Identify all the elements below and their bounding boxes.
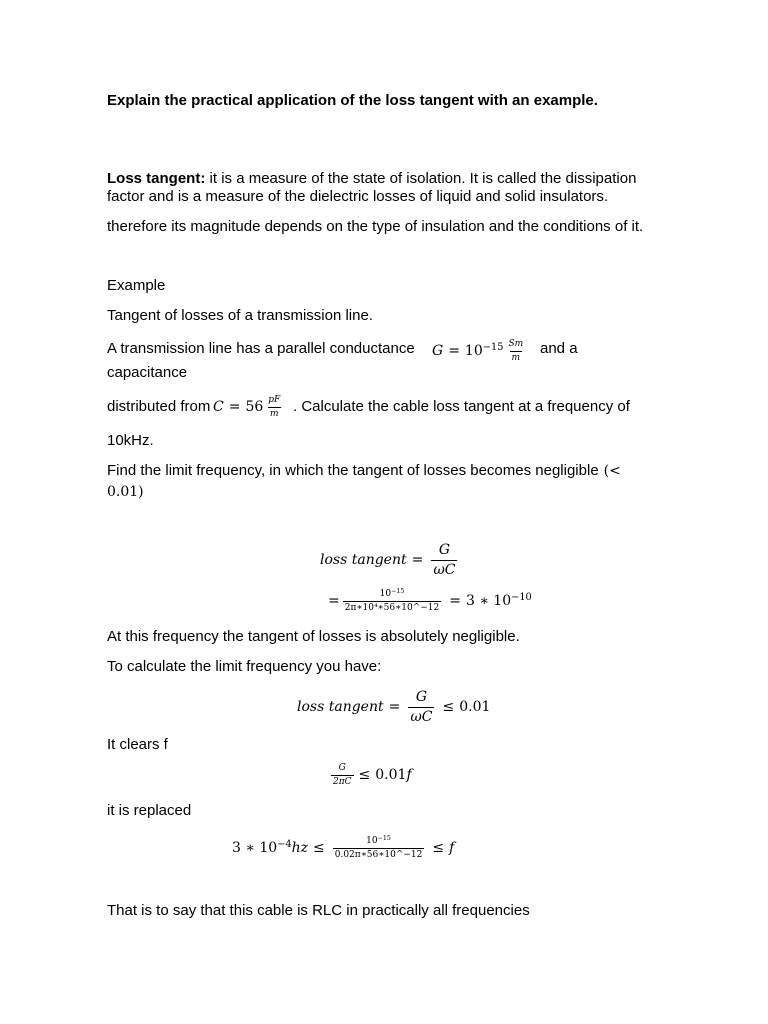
frequency-text: 10kHz. [107,432,154,449]
fraction-denominator: 2πC [333,776,352,787]
evaluation-fraction [343,589,442,613]
cleared-formula [328,753,412,797]
fraction-denominator: ωC [433,561,456,578]
limit-math-line [107,483,144,501]
power-base: 3 ∗ 10 [232,840,278,856]
limit-intro-text: To calculate the limit frequency you have: [107,658,382,675]
capacitance-formula [213,385,285,429]
equals-sign: = [448,343,460,359]
less-equal-sign: ≤ [358,767,371,783]
conductance-unit-fraction [506,339,525,363]
conductance-variable: G [432,343,444,359]
negligible-text: At this frequency the tangent of losses is absolutely negligible. [107,628,520,645]
clears-text: It clears f [107,736,168,753]
frequency-variable: f [449,840,455,856]
formula-lhs: loss tangent [297,699,384,715]
fraction-denominator: m [511,352,521,363]
limit-frequency-text [107,462,621,480]
limit-value: 0.01 [459,699,491,715]
power-base: 10 [464,343,483,359]
replaced-fraction [333,836,425,860]
power-base: 10 [366,836,378,847]
frequency-variable: f [406,767,412,783]
limit-text: Find the limit frequency, in which the tangent of losses becomes negligible [107,462,599,479]
replaced-formula [232,826,454,870]
calculate-text: . Calculate the cable loss tangent at a frequency of [293,398,630,415]
fraction-denominator: m [270,408,279,419]
equals-sign: = [388,699,401,715]
evaluation-formula [328,579,532,623]
conductance-text: A transmission line has a parallel conductance [107,340,415,357]
definition-term: Loss tangent: [107,170,206,187]
power-base: 10 [379,589,392,600]
question-heading: Explain the practical application of the loss tangent with an example. [107,92,598,109]
definition-line-2: factor and is a measure of the dielectric losses of liquid and solid insulators. [107,188,609,205]
power-exponent: −15 [377,834,391,842]
replaced-text: it is replaced [107,802,192,819]
conductance-tail: and a [540,340,578,357]
less-equal-sign: ≤ [313,840,325,856]
distributed-text: distributed from [107,398,211,415]
limit-value: 0.01 [375,767,407,783]
fraction-numerator: pF [268,395,281,406]
fraction-numerator [364,836,393,847]
evaluation-result [466,593,532,609]
unit-hz: hz [291,840,308,856]
power-exponent: −15 [391,587,405,595]
less-equal-sign: ≤ [442,699,455,715]
definition-line-3: therefore its magnitude depends on the type of insulation and the conditions of it. [107,218,644,235]
limit-inequality-formula [297,685,490,729]
g-over-omega-c-fraction [408,689,434,724]
fraction-numerator: G [438,542,450,559]
less-equal-sign: ≤ [432,840,445,856]
power-exponent: −4 [277,838,292,850]
capacitance-text: capacitance [107,364,188,381]
limit-math-close: 0.01) [107,484,144,500]
formula-lhs: loss tangent [320,552,407,568]
g-over-2pi-c-fraction [331,763,354,787]
fraction-denominator: 0.02π∗56∗10^−12 [334,849,423,860]
fraction-denominator: ωC [410,708,433,725]
equals-sign: = [228,399,241,415]
conductance-formula [432,329,528,373]
equals-sign: = [449,593,461,609]
definition-line-1 [107,170,636,188]
conclusion-text: That is to say that this cable is RLC in practically all frequencies [107,902,530,919]
equals-sign: = [411,552,424,568]
definition-text: it is a measure of the state of isolation. It is called the dissipation [209,170,637,187]
g-over-omega-c-fraction [431,542,457,577]
fraction-numerator: G [415,689,427,706]
capacitance-unit-fraction [266,395,282,419]
power-exponent: −10 [511,591,532,603]
power-exponent: −15 [482,341,504,353]
equals-sign: = [328,593,340,609]
fraction-denominator: 2π∗10⁴∗56∗10^−12 [344,602,440,613]
example-title: Tangent of losses of a transmission line. [107,307,373,324]
example-heading: Example [107,277,166,294]
fraction-numerator: Sm [508,339,524,350]
conductance-value [465,343,504,359]
loss-tangent-formula [320,538,460,582]
capacitance-variable: C [213,399,224,415]
capacitance-value: 56 [245,399,264,415]
fraction-numerator [378,589,407,600]
limit-math-open: (< [603,463,621,479]
power-base: 3 ∗ 10 [465,593,512,609]
fraction-numerator: G [338,763,346,774]
limit-frequency-value [232,840,308,856]
